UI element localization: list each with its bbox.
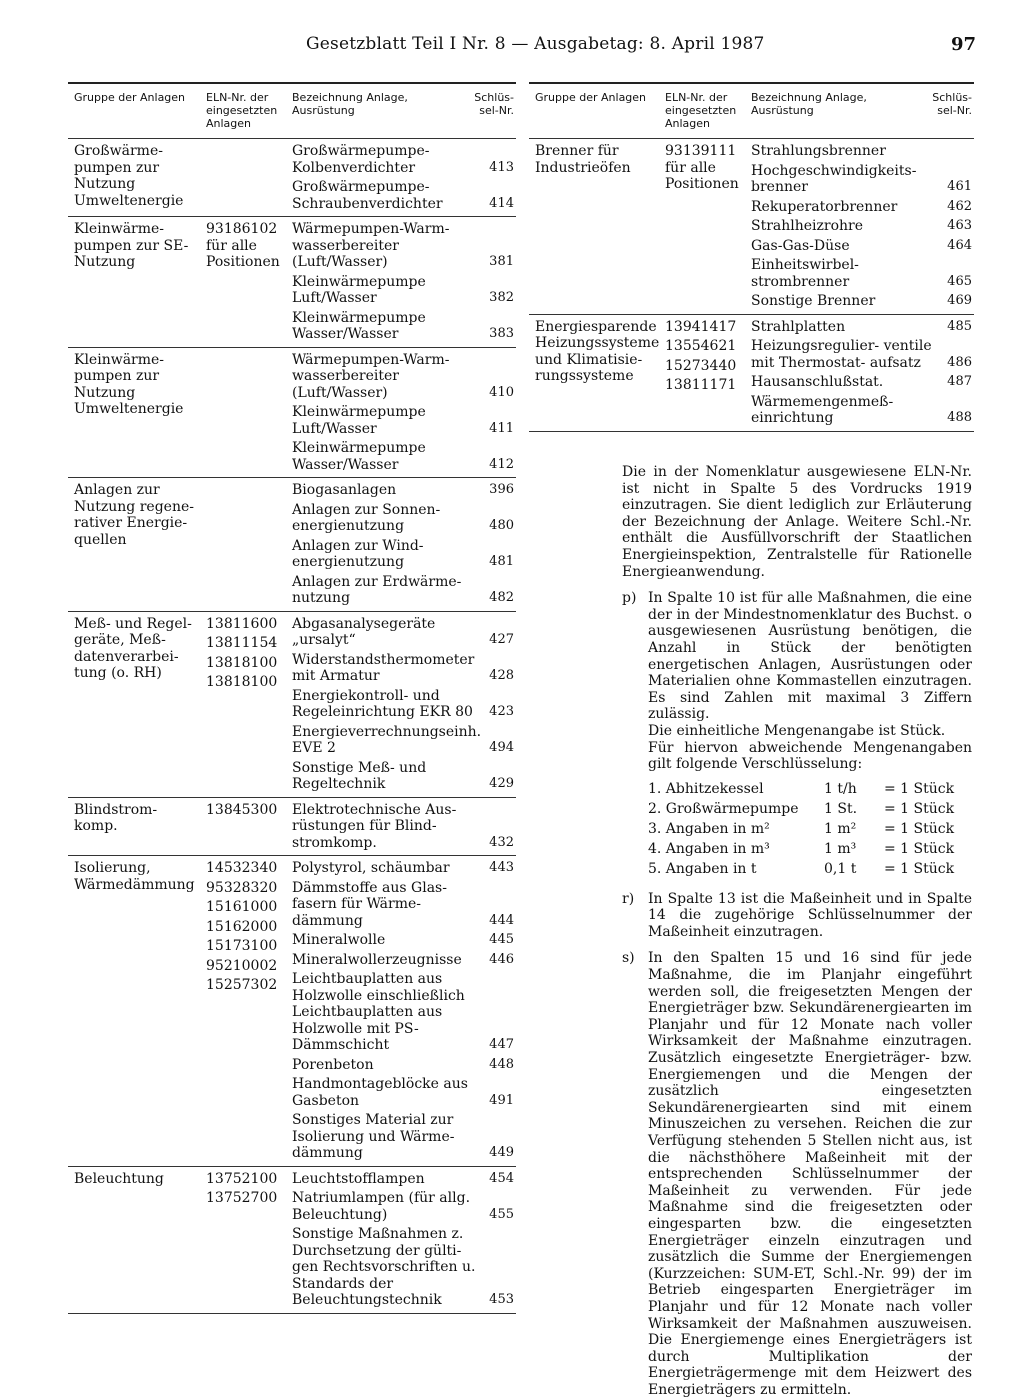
unit-name: 1. Abhitzekessel [648, 780, 764, 797]
item-name: Gas-Gas-Düse [751, 237, 850, 254]
list-item [751, 218, 972, 235]
table-row [68, 611, 516, 797]
list-item [751, 319, 972, 336]
explanatory-text [622, 464, 972, 1399]
item-key-number: 469 [947, 293, 972, 308]
eln-number: 13752100 [206, 1170, 278, 1187]
items-cell [286, 139, 516, 217]
item-name: Heizungsregulier- ventile mit Thermostat- aufsatz [751, 338, 932, 371]
item-name: Wärmepumpen-Warm- wasserbereiter (Luft/Wasser) [292, 221, 450, 270]
unit-code-list [622, 781, 972, 881]
page-header [306, 34, 976, 62]
list-item [292, 1190, 514, 1223]
eln-number: 13811171 [665, 377, 737, 393]
item-name: Kleinwärmepumpe Wasser/Wasser [292, 309, 426, 342]
list-item [751, 338, 972, 371]
eln-number: 13818100 [206, 674, 278, 690]
item-name: Biogasanlagen [292, 482, 397, 498]
eln-number: 15162000 [206, 918, 278, 935]
list-item [292, 760, 514, 793]
item-name: Wärmemengenmeß- einrichtung [751, 393, 894, 426]
item-name: Natriumlampen (für allg. Beleuchtung) [292, 1190, 471, 1223]
item-name: Wärmepumpen-Warm- wasserbereiter (Luft/Wasser) [292, 351, 450, 401]
eln-cell [200, 611, 286, 797]
item-key-number: 447 [489, 1037, 514, 1052]
item-key-number: 432 [489, 834, 514, 850]
eln-number: 13554621 [665, 338, 737, 354]
unit-code-row [648, 861, 972, 881]
unit-equals: = 1 Stück [884, 800, 955, 817]
item-name: Anlagen zur Sonnen- energienutzung [292, 501, 441, 534]
paragraph-s [622, 950, 972, 1398]
table-row [68, 347, 516, 478]
table-row [68, 856, 516, 1167]
item-key-number: 446 [489, 951, 514, 967]
items-cell [286, 1166, 516, 1313]
unit-equals: = 1 Stück [884, 840, 955, 857]
unit-code-row [648, 801, 972, 821]
item-name: Abgasanalysegeräte „ursalyt“ [292, 615, 436, 648]
list-item [292, 688, 514, 721]
item-name: Strahlheizrohre [751, 218, 864, 234]
item-name: Widerstandsthermometer mit Armatur [292, 651, 475, 684]
item-name: Sonstige Brenner [751, 293, 876, 309]
eln-number: 13818100 [206, 654, 278, 671]
paragraph-label: r) [622, 890, 635, 907]
list-item [751, 163, 972, 196]
item-key-number: 480 [489, 518, 514, 533]
list-item [751, 238, 972, 255]
unit-code-row [648, 821, 972, 841]
item-name: Elektrotechnische Aus- rüstungen für Blind- stromkomp. [292, 801, 457, 851]
eln-cell [200, 1166, 286, 1313]
eln-number: 13941417 [665, 318, 737, 335]
item-key-number: 462 [947, 198, 972, 214]
item-name: Anlagen zur Erdwärme- nutzung [292, 573, 462, 606]
list-item [292, 1112, 514, 1162]
item-name: Dämmstoffe aus Glas- fasern für Wärme- dämmung [292, 879, 447, 929]
eln-cell [200, 139, 286, 217]
eln-cell [200, 347, 286, 478]
right-table-body [529, 139, 974, 432]
eln-number: 13811600 [206, 615, 278, 632]
unit-value: 1 m³ [824, 840, 857, 857]
group-name: Kleinwärme- pumpen zur Nutzung Umweltenergie [68, 347, 200, 478]
item-name: Hausanschlußstat. [751, 374, 884, 390]
unit-value: 1 t/h [824, 780, 857, 797]
eln-cell [659, 139, 745, 315]
items-cell [745, 314, 974, 431]
unit-name: 4. Angaben in m³ [648, 840, 770, 857]
item-key-number: 494 [489, 740, 514, 755]
group-name: Brenner für Industrieöfen [535, 143, 631, 176]
item-name: Mineralwollerzeugnisse [292, 951, 462, 968]
paragraph-text: In Spalte 13 ist die Maßeinheit und in Spalte 14 die zugehörige Schlüsselnummer der Maßeinheit einzutragen. [648, 890, 972, 940]
paragraph-p [622, 590, 972, 773]
list-item [292, 952, 514, 969]
paragraph-label: s) [622, 950, 635, 967]
eln-number: 95210002 [206, 957, 278, 974]
table-row [68, 478, 516, 612]
eln-number: 93186102 für alle Positionen [206, 221, 280, 270]
item-name: Hochgeschwindigkeits- brenner [751, 162, 917, 195]
unit-value: 1 m² [824, 820, 857, 837]
eln-number: 93139111 für alle Positionen [665, 143, 739, 192]
item-key-number: 445 [489, 932, 514, 947]
table-row [68, 797, 516, 856]
list-item [292, 221, 514, 271]
item-name: Polystyrol, schäumbar [292, 860, 450, 876]
item-key-number: 382 [489, 290, 514, 305]
item-key-number: 449 [489, 1145, 514, 1160]
group-name: Energiesparende Heizungssysteme und Klimatisie- rungssysteme [529, 314, 659, 431]
list-item [292, 352, 514, 402]
item-key-number: 485 [947, 318, 972, 334]
item-key-number: 488 [947, 410, 972, 425]
items-cell [286, 797, 516, 856]
paragraph-label: p) [622, 590, 637, 607]
eln-number: 95328320 [206, 879, 278, 896]
col-header-schl: Schlüs- sel-Nr. [462, 83, 516, 139]
item-key-number: 454 [489, 1170, 514, 1186]
intro-paragraph: Die in der Nomenklatur ausgewiesene ELN-Nr. ist nicht in Spalte 5 des Vordrucks 1919 einzutragen. Sie dient lediglich zur Erläuterung der Bezeichnung der Anlage. Weitere Schl.-Nr. enthält die Ausfüllvorschrift der Staatlichen Energieinspektion, Zentralstelle für Rationelle Energieanwendung. [622, 464, 972, 580]
eln-number: 15257302 [206, 977, 278, 993]
unit-value: 0,1 t [824, 860, 857, 877]
item-key-number: 413 [489, 159, 514, 175]
eln-number: 15161000 [206, 899, 278, 915]
item-key-number: 486 [947, 354, 972, 370]
list-item [292, 179, 514, 212]
item-key-number: 461 [947, 179, 972, 194]
col-header-group: Gruppe der Anlagen [529, 83, 659, 139]
item-name: Leichtbauplatten aus Holzwolle einschließlich Leichtbauplatten aus Holzwolle mit PS- Dämmschicht [292, 971, 465, 1053]
table-row [68, 217, 516, 348]
list-item [751, 293, 972, 310]
item-key-number: 411 [489, 420, 514, 436]
unit-equals: = 1 Stück [884, 780, 955, 797]
item-name: Handmontageblöcke aus Gasbeton [292, 1076, 468, 1109]
eln-number: 14532340 [206, 860, 278, 876]
item-key-number: 412 [489, 456, 514, 472]
item-key-number: 423 [489, 704, 514, 719]
item-name: Sonstige Meß- und Regeltechnik [292, 759, 427, 792]
eln-number: 13811154 [206, 635, 278, 651]
eln-cell [659, 314, 745, 431]
item-name: Kleinwärmepumpe Luft/Wasser [292, 273, 426, 306]
items-cell [286, 856, 516, 1167]
item-name: Sonstige Maßnahmen z. Durchsetzung der gülti- gen Rechtsvorschriften u. Standards der Beleuchtungstechnik [292, 1226, 476, 1308]
list-item [292, 274, 514, 307]
item-key-number: 443 [489, 860, 514, 875]
page-number: 97 [950, 34, 976, 55]
item-key-number: 414 [489, 195, 514, 211]
header-title: Gesetzblatt Teil I Nr. 8 — Ausgabetag: 8. April 1987 [306, 34, 765, 54]
eln-cell [200, 478, 286, 612]
paragraph-text: Die einheitliche Mengenangabe ist Stück. [648, 722, 946, 739]
list-item [751, 143, 972, 160]
eln-number: 13845300 [206, 801, 278, 818]
list-item [292, 1076, 514, 1109]
eln-cell [200, 856, 286, 1167]
list-item [751, 257, 972, 290]
items-cell [286, 478, 516, 612]
list-item [292, 880, 514, 930]
paragraph-text: In den Spalten 15 und 16 sind für jede Maßnahme, die im Planjahr eingeführt werden soll, die freigesetzten Mengen der Energieträger bzw. Sekundärenergiearten im Planjahr und für 12 Monate nach voller Wirksamkeit der Maßnahme einzutragen. Zusätzlich eingesetzte Energieträger- bzw. Energiemengen und die Mengen der zusätzlich eingesetzten Sekundärenergiearten sind mit einem Minuszeichen zu versehen. Reichen die zur Verfügung stehenden 5 Stellen nicht aus, ist die nächsthöhere Maßeinheit mit der entsprechenden Schlüsselnummer der Maßeinheit zu verwenden. Für jede Maßnahme sind die freigesetzten oder eingesparten bzw. die eingesetzten Energieträger einzeln einzutragen und zusätzlich die Summe der Energiemengen (Kurzzeichen: SUM-ET, Schl.-Nr. 99) der im Betrieb eingesparten Energieträger im Planjahr und für 12 Monate nach voller Wirksamkeit der Maßnahmen auszuweisen. Die Energiemenge eines Energieträgers ist durch Multiplikation der Energieträgermenge mit dem Heizwert des Energieträgers zu ermitteln. [648, 950, 972, 1398]
item-key-number: 444 [489, 912, 514, 928]
col-header-eln: ELN-Nr. der eingesetzten Anlagen [200, 83, 286, 139]
list-item [292, 616, 514, 649]
list-item [292, 1171, 514, 1188]
eln-cell [200, 797, 286, 856]
item-name: Rekuperatorbrenner [751, 198, 898, 215]
item-name: Kleinwärmepumpe Wasser/Wasser [292, 440, 426, 473]
list-item [292, 1226, 514, 1309]
col-header-group: Gruppe der Anlagen [68, 83, 200, 139]
item-name: Großwärmepumpe- Kolbenverdichter [292, 143, 430, 176]
left-table [68, 82, 516, 1314]
list-item [292, 802, 514, 852]
unit-code-row [648, 781, 972, 801]
list-item [292, 440, 514, 473]
items-cell [286, 217, 516, 348]
item-key-number: 453 [489, 1292, 514, 1307]
item-key-number: 491 [489, 1092, 514, 1108]
unit-equals: = 1 Stück [884, 860, 955, 877]
item-key-number: 455 [489, 1206, 514, 1222]
item-name: Sonstiges Material zur Isolierung und Wärme- dämmung [292, 1112, 455, 1161]
item-key-number: 429 [489, 776, 514, 791]
eln-cell [200, 217, 286, 348]
item-name: Kleinwärmepumpe Luft/Wasser [292, 404, 426, 437]
list-item [292, 574, 514, 607]
left-column [68, 82, 516, 1314]
list-item [292, 1057, 514, 1074]
item-name: Energieverrechnungseinh. EVE 2 [292, 723, 482, 756]
group-name: Blindstrom- komp. [68, 797, 200, 856]
item-name: Leuchtstofflampen [292, 1170, 425, 1187]
list-item [292, 724, 514, 757]
item-name: Mineralwolle [292, 932, 386, 948]
list-item [292, 404, 514, 437]
list-item [292, 932, 514, 949]
col-header-eln: ELN-Nr. der eingesetzten Anlagen [659, 83, 745, 139]
list-item [292, 860, 514, 877]
items-cell [745, 139, 974, 315]
paragraph-text: In Spalte 10 ist für alle Maßnahmen, die eine der in der Mindestnomenklatur des Buchst. o ausgewiesenen Ausrüstung benötigen, die Anzahl in Stück der benötigten energetischen Anlagen, Ausrüstungen oder Materialien ohne Kommastellen einzutragen. Es sind Zahlen mit maximal 3 Ziffern zulässig. [648, 590, 972, 723]
item-key-number: 464 [947, 237, 972, 253]
eln-number: 13752700 [206, 1190, 278, 1206]
list-item [292, 652, 514, 685]
table-row [68, 1166, 516, 1313]
item-key-number: 481 [489, 554, 514, 569]
list-item [292, 971, 514, 1054]
item-key-number: 410 [489, 384, 514, 400]
item-name: Strahlplatten [751, 318, 846, 335]
list-item [292, 482, 514, 499]
list-item [751, 394, 972, 427]
group-name: Isolierung, Wärmedämmung [68, 856, 200, 1167]
item-key-number: 463 [947, 218, 972, 233]
left-table-body [68, 139, 516, 1314]
list-item [292, 502, 514, 535]
item-key-number: 448 [489, 1056, 514, 1072]
items-cell [286, 611, 516, 797]
col-header-bez: Bezeichnung Anlage, Ausrüstung [745, 83, 920, 139]
list-item [751, 199, 972, 216]
item-name: Strahlungsbrenner [751, 143, 886, 159]
list-item [292, 143, 514, 176]
eln-number: 15173100 [206, 938, 278, 954]
group-name: Beleuchtung [68, 1166, 200, 1313]
unit-name: 3. Angaben in m² [648, 820, 770, 837]
group-name: Anlagen zur Nutzung regene- rativer Energie- quellen [68, 478, 200, 612]
table-row [529, 314, 974, 431]
right-column [529, 82, 974, 432]
items-cell [286, 347, 516, 478]
unit-equals: = 1 Stück [884, 820, 955, 837]
item-key-number: 487 [947, 374, 972, 389]
group-name: Großwärme- pumpen zur Nutzung Umweltenergie [74, 143, 184, 209]
item-key-number: 396 [489, 482, 514, 497]
group-name: Meß- und Regel- geräte, Meß- datenverarbei- tung (o. RH) [68, 611, 200, 797]
item-name: Großwärmepumpe- Schraubenverdichter [292, 179, 443, 212]
group-name: Kleinwärme- pumpen zur SE-Nutzung [68, 217, 200, 348]
item-key-number: 465 [947, 273, 972, 289]
list-item [292, 538, 514, 571]
table-row [68, 139, 516, 217]
item-key-number: 427 [489, 632, 514, 647]
list-item [292, 310, 514, 343]
item-key-number: 381 [489, 254, 514, 269]
table-row [529, 139, 974, 315]
col-header-bez: Bezeichnung Anlage, Ausrüstung [286, 83, 462, 139]
item-name: Anlagen zur Wind- energienutzung [292, 537, 424, 570]
item-name: Einheitswirbel- strombrenner [751, 257, 859, 290]
item-key-number: 428 [489, 668, 514, 683]
paragraph-r [622, 891, 972, 941]
item-name: Porenbeton [292, 1056, 374, 1073]
right-table [529, 82, 974, 432]
unit-name: 5. Angaben in t [648, 860, 757, 877]
eln-number: 15273440 [665, 357, 737, 374]
unit-name: 2. Großwärmepumpe [648, 800, 799, 817]
paragraph-text: Für hiervon abweichende Mengenangaben gilt folgende Verschlüsselung: [648, 739, 972, 773]
item-key-number: 383 [489, 326, 514, 341]
item-name: Energiekontroll- und Regeleinrichtung EKR 80 [292, 687, 473, 720]
col-header-schl: Schlüs- sel-Nr. [920, 83, 974, 139]
list-item [751, 374, 972, 391]
unit-code-row [648, 841, 972, 861]
unit-value: 1 St. [824, 800, 858, 817]
item-key-number: 482 [489, 590, 514, 605]
